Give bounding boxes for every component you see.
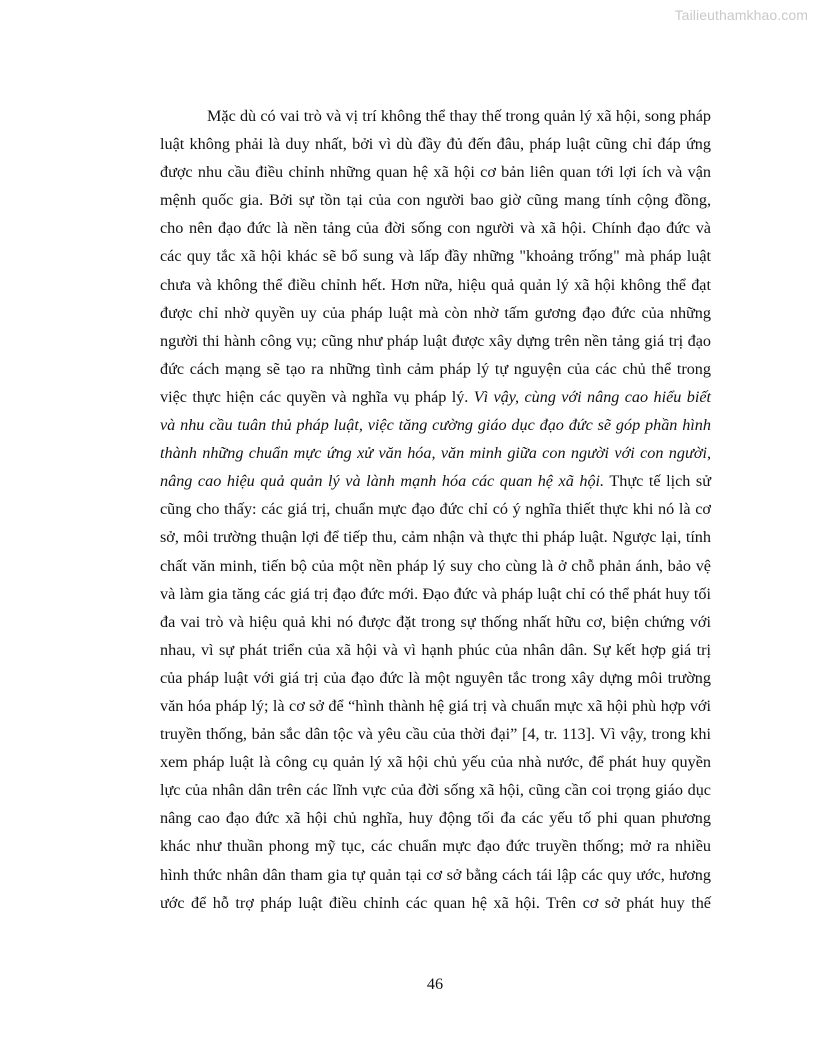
- text-line: hình thức nhân dân tham gia tự quản tại cơ sở bằng cách tái lập các quy ước, hương: [160, 865, 711, 884]
- text-segment: Thực tế lịch sử: [609, 472, 711, 491]
- body-paragraph: [160, 102, 711, 917]
- italic-segment: nâng cao hiệu quả quản lý và lành mạnh hóa các quan hệ xã hội.: [160, 472, 605, 491]
- italic-segment: Vì vậy, cùng với nâng cao hiểu biết: [473, 387, 712, 406]
- text-line: chưa và không thể điều chỉnh hết. Hơn nữa, hiệu quả quản lý xã hội không thể đạt: [160, 275, 711, 294]
- text-line-mixed: [160, 467, 711, 495]
- text-line-mixed: [160, 383, 711, 411]
- text-line: luật không phải là duy nhất, bởi vì dù đầy đủ đến đâu, pháp luật cũng chỉ đáp ứng: [160, 135, 711, 154]
- text-line-italic: và nhu cầu tuân thủ pháp luật, việc tăng cường giáo dục đạo đức sẽ góp phần hình: [160, 416, 711, 435]
- text-line: sở, môi trường thuận lợi để tiếp thu, cảm nhận và thực thi pháp luật. Ngược lại, tính: [160, 528, 711, 547]
- page-number: 46: [426, 975, 444, 993]
- text-line: khác như thuần phong mỹ tục, các chuẩn mực đạo đức truyền thống; mở ra nhiều: [160, 837, 711, 856]
- text-line: được nhu cầu điều chỉnh những quan hệ xã hội cơ bản liên quan tới lợi ích và vận: [160, 163, 711, 182]
- text-line: cho nên đạo đức là nền tảng của đời sống con người và xã hội. Chính đạo đức và: [160, 219, 711, 238]
- text-line: nhau, vì sự phát triển của xã hội và vì hạnh phúc của nhân dân. Sự kết hợp giá trị: [160, 640, 711, 659]
- text-line: đức cách mạng sẽ tạo ra những tình cảm pháp lý tự nguyện của các chủ thể trong: [160, 359, 711, 378]
- text-line: cũng cho thấy: các giá trị, chuẩn mực đạo đức chỉ có ý nghĩa thiết thực khi nó là cơ: [160, 500, 711, 519]
- text-line: đa vai trò và hiệu quả khi nó được đặt trong sự thống nhất hữu cơ, biện chứng với: [160, 612, 711, 631]
- text-line: truyền thống, bản sắc dân tộc và yêu cầu của thời đại” [4, tr. 113]. Vì vậy, trong khi: [160, 725, 711, 744]
- text-segment: việc thực hiện các quyền và nghĩa vụ pháp lý.: [160, 387, 469, 406]
- watermark: Tailieuthamkhao.com: [674, 7, 808, 23]
- text-line: văn hóa pháp lý; là cơ sở để “hình thành hệ giá trị và chuẩn mực xã hội phù hợp với: [160, 696, 711, 715]
- text-line: người thi hành công vụ; cũng như pháp luật được xây dựng trên nền tảng giá trị đạo: [160, 331, 711, 350]
- text-line: Mặc dù có vai trò và vị trí không thể thay thế trong quản lý xã hội, song pháp: [207, 107, 711, 125]
- text-line: của pháp luật với giá trị của đạo đức là một nguyên tắc trong xây dựng môi trường: [160, 668, 711, 687]
- text-line: và làm gia tăng các giá trị đạo đức mới. Đạo đức và pháp luật chỉ có thể phát huy tối: [160, 584, 711, 603]
- text-line: được chỉ nhờ quyền uy của pháp luật mà còn nhờ tấm gương đạo đức của những: [160, 303, 711, 322]
- text-line: lực của nhân dân trên các lĩnh vực của đời sống xã hội, cũng cần coi trọng giáo dục: [160, 781, 711, 800]
- text-line: nâng cao đạo đức xã hội chủ nghĩa, huy động tối đa các yếu tố phi quan phương: [160, 809, 711, 828]
- text-line: ước để hỗ trợ pháp luật điều chỉnh các quan hệ xã hội. Trên cơ sở phát huy thế: [160, 893, 711, 912]
- text-line-italic: thành những chuẩn mực ứng xử văn hóa, văn minh giữa con người với con người,: [160, 444, 711, 463]
- text-line: các quy tắc xã hội khác sẽ bổ sung và lấp đầy những "khoảng trống" mà pháp luật: [160, 247, 711, 266]
- text-line: xem pháp luật là công cụ quản lý xã hội chủ yếu của nhà nước, để phát huy quyền: [160, 753, 711, 772]
- text-line: mệnh quốc gia. Bởi sự tồn tại của con người bao giờ cũng mang tính cộng đồng,: [160, 191, 711, 210]
- text-line: chất văn minh, tiến bộ của một nền pháp lý suy cho cùng là ở chỗ phản ánh, bảo vệ: [160, 556, 711, 575]
